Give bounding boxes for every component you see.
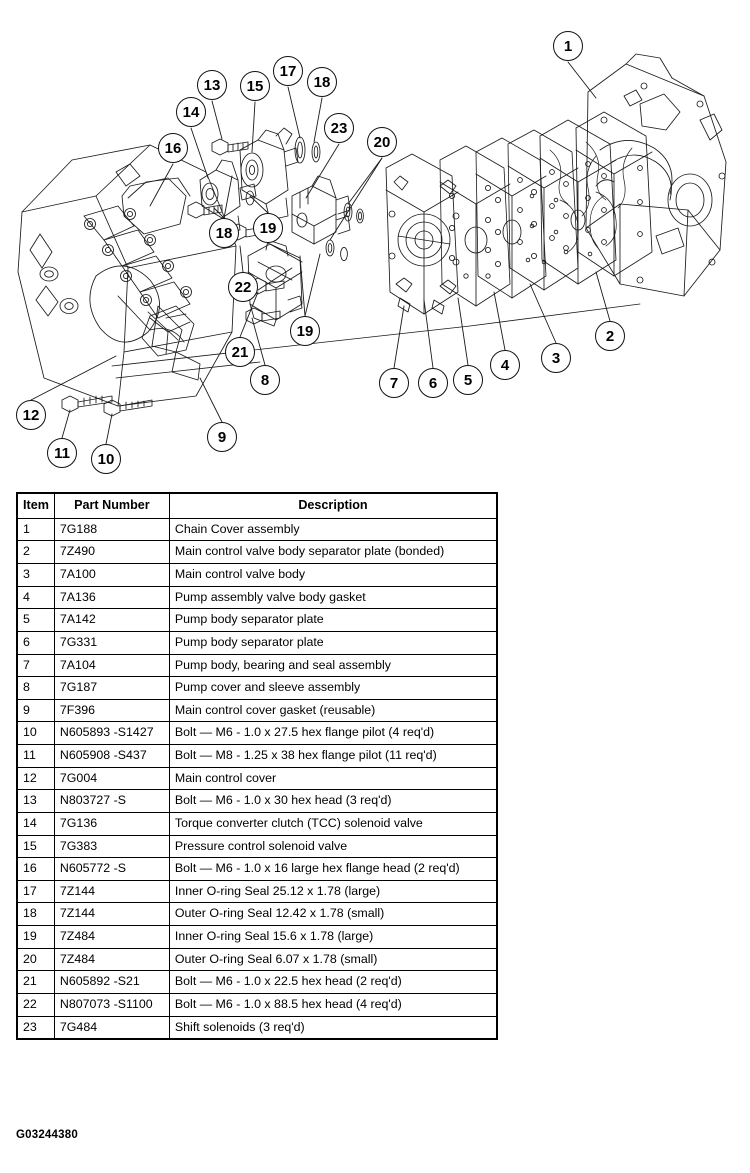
callout-bubble-23: 23 — [324, 113, 354, 143]
cell-part-number: N807073 -S1100 — [54, 993, 169, 1016]
cell-part-number: 7G383 — [54, 835, 169, 858]
cell-description: Pump body, bearing and seal assembly — [169, 654, 497, 677]
callout-bubble-20: 20 — [367, 127, 397, 157]
callout-bubble-11: 11 — [47, 438, 77, 468]
callout-layer — [0, 0, 750, 478]
table-row — [17, 722, 497, 745]
callout-bubble-14: 14 — [176, 97, 206, 127]
table-row — [17, 812, 497, 835]
cell-part-number: 7A142 — [54, 609, 169, 632]
callout-bubble-7: 7 — [379, 368, 409, 398]
cell-item: 15 — [17, 835, 54, 858]
cell-part-number: 7G484 — [54, 1016, 169, 1039]
cell-item: 20 — [17, 948, 54, 971]
cell-part-number: 7A100 — [54, 564, 169, 587]
table-row — [17, 541, 497, 564]
cell-part-number: 7F396 — [54, 699, 169, 722]
callout-bubble-12: 12 — [16, 400, 46, 430]
table-row — [17, 609, 497, 632]
table-row — [17, 745, 497, 768]
cell-part-number: 7G004 — [54, 767, 169, 790]
callout-bubble-19: 19 — [290, 316, 320, 346]
cell-description: Chain Cover assembly — [169, 518, 497, 541]
cell-description: Bolt — M6 - 1.0 x 88.5 hex head (4 req'd) — [169, 993, 497, 1016]
column-header-item: Item — [17, 493, 54, 518]
cell-description: Main control cover — [169, 767, 497, 790]
column-header-description: Description — [169, 493, 497, 518]
cell-part-number: 7A104 — [54, 654, 169, 677]
cell-item: 3 — [17, 564, 54, 587]
table-row — [17, 586, 497, 609]
callout-bubble-18: 18 — [209, 218, 239, 248]
cell-description: Torque converter clutch (TCC) solenoid valve — [169, 812, 497, 835]
table-row — [17, 790, 497, 813]
cell-part-number: 7Z144 — [54, 903, 169, 926]
cell-description: Bolt — M6 - 1.0 x 30 hex head (3 req'd) — [169, 790, 497, 813]
cell-part-number: 7G136 — [54, 812, 169, 835]
cell-item: 14 — [17, 812, 54, 835]
cell-description: Inner O-ring Seal 15.6 x 1.78 (large) — [169, 926, 497, 949]
cell-part-number: N605908 -S437 — [54, 745, 169, 768]
callout-bubble-5: 5 — [453, 365, 483, 395]
cell-part-number: 7Z484 — [54, 926, 169, 949]
callout-bubble-19: 19 — [253, 213, 283, 243]
table-row — [17, 835, 497, 858]
callout-bubble-15: 15 — [240, 71, 270, 101]
cell-item: 2 — [17, 541, 54, 564]
cell-part-number: 7G187 — [54, 677, 169, 700]
callout-bubble-4: 4 — [490, 350, 520, 380]
cell-item: 19 — [17, 926, 54, 949]
cell-description: Inner O-ring Seal 25.12 x 1.78 (large) — [169, 880, 497, 903]
callout-bubble-3: 3 — [541, 343, 571, 373]
callout-bubble-18: 18 — [307, 67, 337, 97]
table-row — [17, 564, 497, 587]
callout-bubble-8: 8 — [250, 365, 280, 395]
cell-description: Outer O-ring Seal 12.42 x 1.78 (small) — [169, 903, 497, 926]
cell-description: Bolt — M6 - 1.0 x 16 large hex flange head (2 req'd) — [169, 858, 497, 881]
parts-table — [16, 492, 498, 1040]
cell-part-number: 7G188 — [54, 518, 169, 541]
cell-part-number: N803727 -S — [54, 790, 169, 813]
callout-bubble-16: 16 — [158, 133, 188, 163]
cell-item: 8 — [17, 677, 54, 700]
cell-description: Pump cover and sleeve assembly — [169, 677, 497, 700]
figure-code: G03244380 — [16, 1129, 78, 1141]
table-row — [17, 767, 497, 790]
cell-item: 17 — [17, 880, 54, 903]
cell-part-number: 7G331 — [54, 631, 169, 654]
cell-item: 9 — [17, 699, 54, 722]
cell-item: 13 — [17, 790, 54, 813]
callout-bubble-6: 6 — [418, 368, 448, 398]
cell-description: Shift solenoids (3 req'd) — [169, 1016, 497, 1039]
table-row — [17, 654, 497, 677]
table-row — [17, 518, 497, 541]
cell-item: 10 — [17, 722, 54, 745]
callout-bubble-2: 2 — [595, 321, 625, 351]
table-row — [17, 631, 497, 654]
table-row — [17, 880, 497, 903]
table-row — [17, 699, 497, 722]
table-row — [17, 948, 497, 971]
callout-bubble-17: 17 — [273, 56, 303, 86]
cell-description: Pump assembly valve body gasket — [169, 586, 497, 609]
cell-part-number: N605893 -S1427 — [54, 722, 169, 745]
cell-item: 16 — [17, 858, 54, 881]
table-row — [17, 1016, 497, 1039]
cell-item: 12 — [17, 767, 54, 790]
callout-bubble-9: 9 — [207, 422, 237, 452]
cell-part-number: 7A136 — [54, 586, 169, 609]
cell-part-number: N605892 -S21 — [54, 971, 169, 994]
cell-description: Bolt — M6 - 1.0 x 22.5 hex head (2 req'd) — [169, 971, 497, 994]
callout-bubble-10: 10 — [91, 444, 121, 474]
cell-description: Main control valve body separator plate (bonded) — [169, 541, 497, 564]
table-row — [17, 677, 497, 700]
cell-item: 22 — [17, 993, 54, 1016]
cell-part-number: 7Z484 — [54, 948, 169, 971]
cell-item: 4 — [17, 586, 54, 609]
cell-description: Pump body separator plate — [169, 631, 497, 654]
cell-item: 21 — [17, 971, 54, 994]
table-header-row — [17, 493, 497, 518]
cell-description: Bolt — M6 - 1.0 x 27.5 hex flange pilot (4 req'd) — [169, 722, 497, 745]
exploded-parts-diagram — [0, 0, 750, 478]
cell-description: Bolt — M8 - 1.25 x 38 hex flange pilot (11 req'd) — [169, 745, 497, 768]
cell-part-number: 7Z490 — [54, 541, 169, 564]
table-row — [17, 993, 497, 1016]
cell-item: 23 — [17, 1016, 54, 1039]
cell-description: Outer O-ring Seal 6.07 x 1.78 (small) — [169, 948, 497, 971]
table-row — [17, 926, 497, 949]
cell-part-number: N605772 -S — [54, 858, 169, 881]
cell-description: Pressure control solenoid valve — [169, 835, 497, 858]
cell-description: Main control cover gasket (reusable) — [169, 699, 497, 722]
cell-item: 11 — [17, 745, 54, 768]
cell-item: 5 — [17, 609, 54, 632]
cell-description: Main control valve body — [169, 564, 497, 587]
cell-item: 1 — [17, 518, 54, 541]
cell-item: 7 — [17, 654, 54, 677]
table-row — [17, 971, 497, 994]
table-row — [17, 858, 497, 881]
callout-bubble-21: 21 — [225, 337, 255, 367]
callout-bubble-13: 13 — [197, 70, 227, 100]
column-header-part-number: Part Number — [54, 493, 169, 518]
cell-description: Pump body separator plate — [169, 609, 497, 632]
cell-item: 18 — [17, 903, 54, 926]
table-row — [17, 903, 497, 926]
cell-item: 6 — [17, 631, 54, 654]
cell-part-number: 7Z144 — [54, 880, 169, 903]
callout-bubble-22: 22 — [228, 272, 258, 302]
callout-bubble-1: 1 — [553, 31, 583, 61]
